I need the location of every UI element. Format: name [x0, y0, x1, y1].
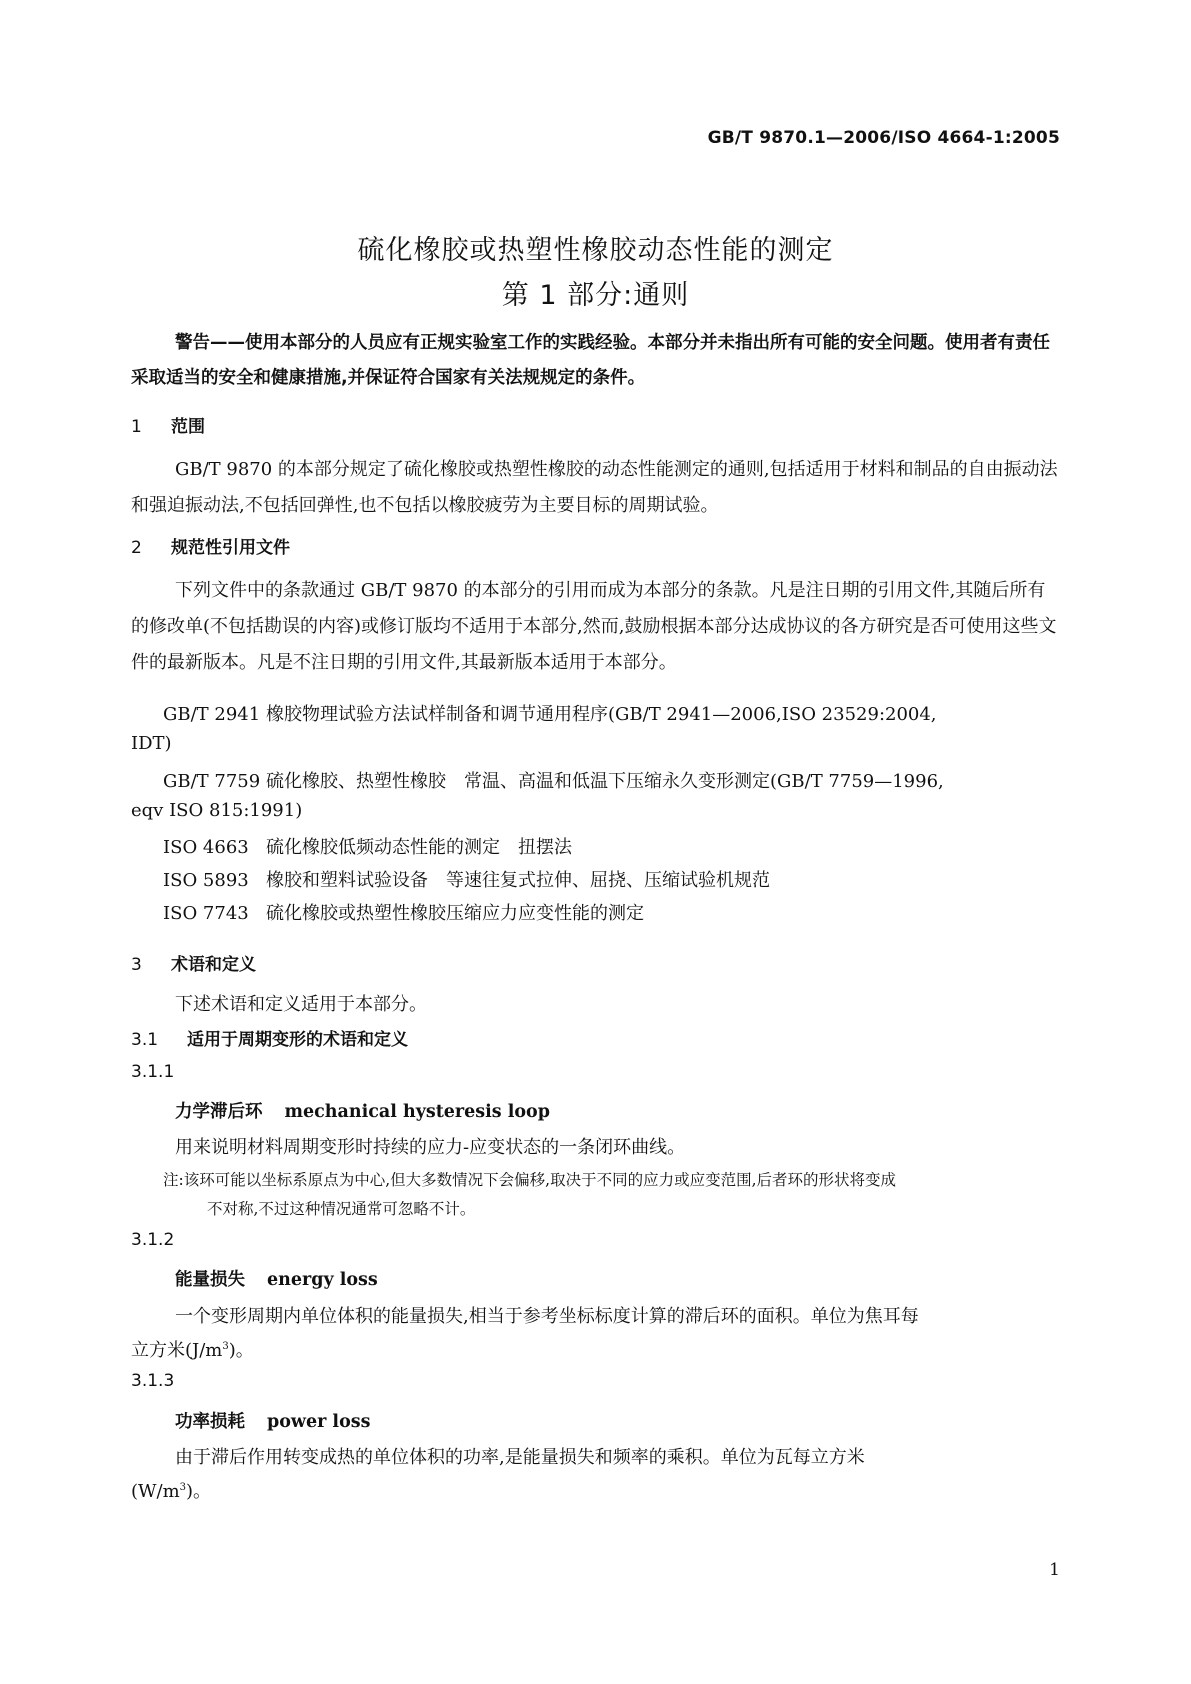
- term-number: [131, 1371, 174, 1391]
- reference-title: 橡胶物理试验方法试样制备和调节通用程序(GB/T 2941—2006,ISO 23529:2004,: [266, 704, 937, 725]
- terms-intro: 下述术语和定义适用于本部分。: [175, 994, 427, 1015]
- section-number: 2: [131, 538, 142, 558]
- reference-item: [163, 833, 572, 859]
- term-name-en: mechanical hysteresis loop: [284, 1102, 550, 1122]
- subsection-heading: [131, 1025, 408, 1050]
- section-title: 规范性引用文件: [171, 538, 290, 558]
- reference-title: 硫化橡胶或热塑性橡胶压缩应力应变性能的测定: [266, 903, 644, 924]
- term-number-text: 3.1.2: [131, 1230, 175, 1250]
- page-number: 1: [1049, 1560, 1060, 1580]
- reference-title: 硫化橡胶、热塑性橡胶 常温、高温和低温下压缩永久变形测定(GB/T 7759—1996,: [266, 771, 944, 792]
- reference-title: 硫化橡胶低频动态性能的测定 扭摆法: [266, 837, 572, 858]
- reference-item: [163, 866, 770, 892]
- term-name-zh: 能量损失: [175, 1270, 245, 1290]
- section-number: 1: [131, 417, 142, 437]
- section-heading-normative-references: [131, 533, 290, 558]
- note-line: 不对称,不过这种情况通常可忽略不计。: [207, 1200, 476, 1218]
- reference-code: GB/T 7759: [163, 771, 261, 792]
- term-definition: 用来说明材料周期变形时持续的应力-应变状态的一条闭环曲线。: [175, 1137, 686, 1158]
- term-name-en: power loss: [267, 1412, 371, 1432]
- reference-code: ISO 5893: [163, 870, 249, 891]
- term-number-text: 3.1.3: [131, 1371, 175, 1391]
- definition-text: 立方米(J/m: [131, 1340, 223, 1361]
- definition-text: )。: [228, 1340, 254, 1361]
- reference-title: 橡胶和塑料试验设备 等速往复式拉伸、屈挠、压缩试验机规范: [266, 870, 770, 891]
- term-name: [175, 1266, 378, 1291]
- definition-text: (W/m: [131, 1481, 180, 1502]
- reference-code: GB/T 2941: [163, 704, 261, 725]
- reference-code: ISO 7743: [163, 903, 249, 924]
- term-number: [131, 1230, 174, 1250]
- term-number: [131, 1062, 174, 1082]
- term-name-zh: 功率损耗: [175, 1412, 245, 1432]
- term-name-en: energy loss: [267, 1270, 378, 1290]
- subsection-title: 适用于周期变形的术语和定义: [187, 1030, 408, 1050]
- reference-item: [163, 767, 944, 793]
- standard-code: GB/T 9870.1—2006/ISO 4664-1:2005: [707, 128, 1060, 148]
- term-number-text: 3.1.1: [131, 1062, 175, 1082]
- superscript: 3: [222, 1341, 229, 1352]
- section-title: 术语和定义: [171, 955, 256, 975]
- term-definition: 由于滞后作用转变成热的单位体积的功率,是能量损失和频率的乘积。单位为瓦每立方米: [175, 1447, 865, 1468]
- scope-paragraph: GB/T 9870 的本部分规定了硫化橡胶或热塑性橡胶的动态性能测定的通则,包括适用于材料和制品的自由振动法和强迫振动法,不包括回弹性,也不包括以橡胶疲劳为主要目标的周期试验。: [131, 459, 1058, 516]
- references-intro-paragraph: 下列文件中的条款通过 GB/T 9870 的本部分的引用而成为本部分的条款。凡是注日期的引用文件,其随后所有的修改单(不包括勘误的内容)或修订版均不适用于本部分,然而,鼓励根据本部分达成协议的各方研究是否可使用这些文件的最新版本。凡是不注日期的引用文件,其最新版本适用于本部分。: [131, 580, 1057, 673]
- term-note: [163, 1166, 1063, 1224]
- definition-text: )。: [186, 1481, 212, 1502]
- term-definition: 一个变形周期内单位体积的能量损失,相当于参考坐标标度计算的滞后环的面积。单位为焦耳每: [175, 1306, 919, 1327]
- warning-paragraph: 警告——使用本部分的人员应有正规实验室工作的实践经验。本部分并未指出所有可能的安全问题。使用者有责任采取适当的安全和健康措施,并保证符合国家有关法规规定的条件。: [131, 333, 1050, 388]
- term-name: [175, 1098, 550, 1123]
- section-heading-scope: [131, 412, 205, 437]
- reference-continuation: IDT): [131, 733, 172, 754]
- term-definition-continuation: [131, 1477, 211, 1503]
- term-name-zh: 力学滞后环: [175, 1102, 263, 1122]
- document-title: 硫化橡胶或热塑性橡胶动态性能的测定: [357, 235, 834, 266]
- section-heading-terms: [131, 950, 256, 975]
- reference-code: ISO 4663: [163, 837, 249, 858]
- subsection-number: 3.1: [131, 1030, 159, 1050]
- section-title: 范围: [171, 417, 205, 437]
- note-line: 注:该环可能以坐标系原点为中心,但大多数情况下会偏移,取决于不同的应力或应变范围,后者环的形状将变成: [163, 1171, 897, 1189]
- term-definition-continuation: [131, 1336, 254, 1362]
- reference-item: [163, 899, 644, 925]
- section-number: 3: [131, 955, 142, 975]
- reference-item: [163, 700, 937, 726]
- document-subtitle: 第 1 部分:通则: [501, 280, 690, 311]
- superscript: 3: [179, 1482, 187, 1493]
- term-name: [175, 1408, 370, 1433]
- reference-continuation: eqv ISO 815:1991): [131, 800, 303, 821]
